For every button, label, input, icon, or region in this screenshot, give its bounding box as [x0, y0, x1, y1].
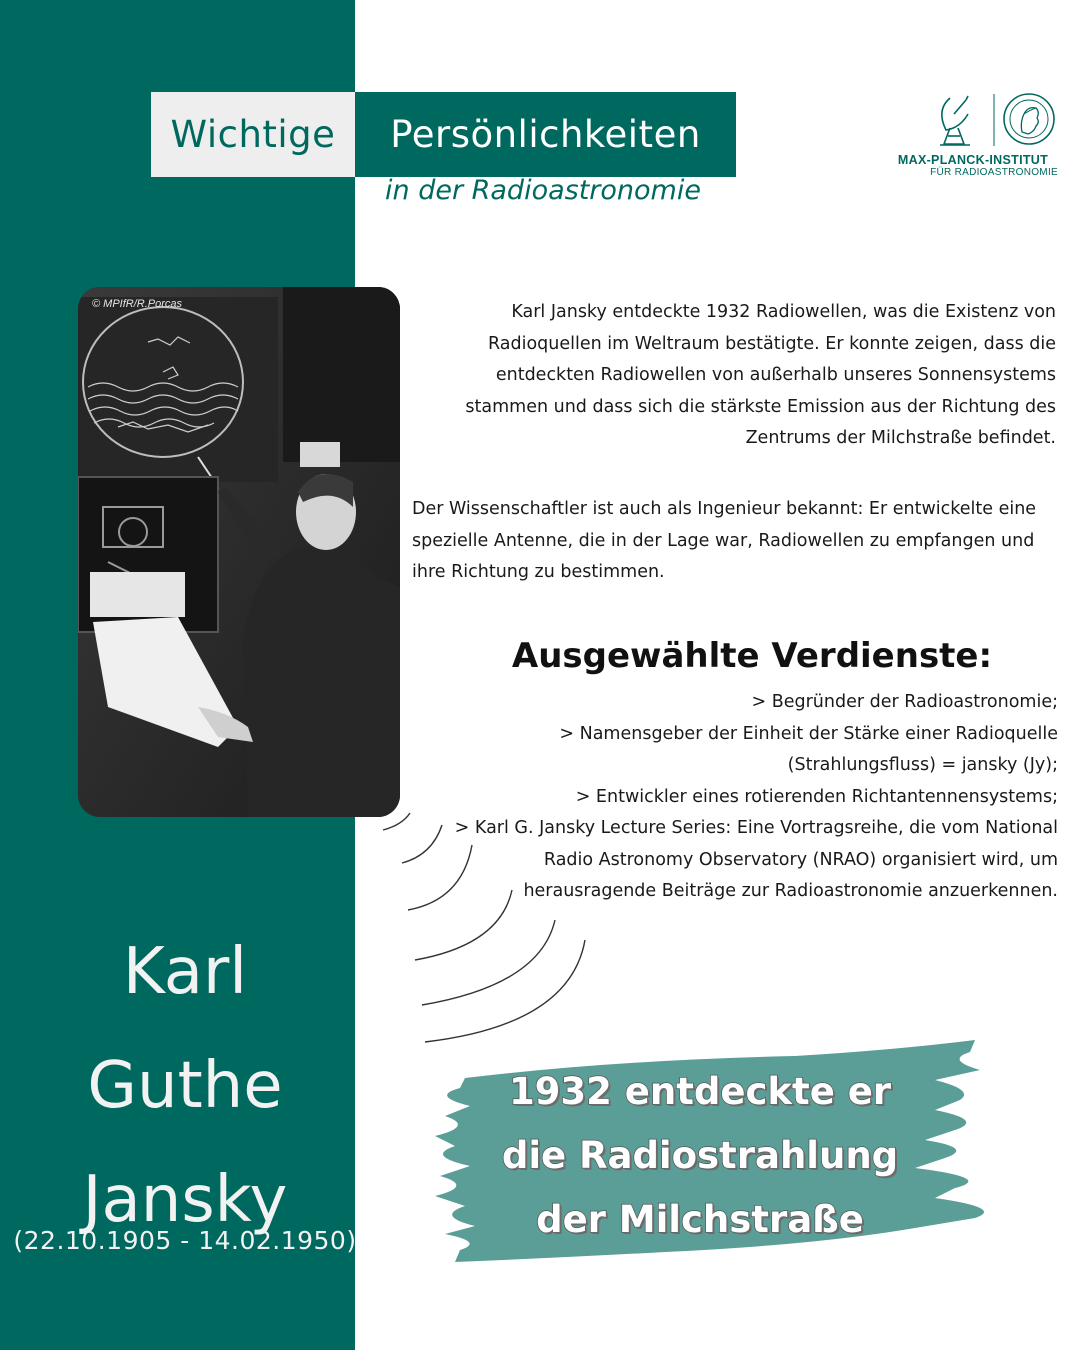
photo-illustration [78, 287, 400, 817]
bio-paragraph-2: Der Wissenschaftler ist auch als Ingenieur bekannt: Er entwickelte eine spezielle Antenne, die in der Lage war, Radiowellen zu empfangen und ihre Richtung zu bestimmen. [412, 499, 1037, 582]
radio-waves-decoration [380, 805, 610, 1055]
list-item: > Entwickler eines rotierenden Richtantennensystems; [575, 786, 1058, 807]
historical-photo [78, 287, 400, 817]
list-item: > Karl G. Jansky Lecture Series: Eine Vortragsreihe, die vom National Radio Astronomy Observatory (NRAO) organisiert wird, um herausragende Beiträge zur Radioastronomie anzuerkennen. [454, 818, 1058, 901]
title-box-dark [355, 92, 736, 177]
photo-credit: © MPIfR/R.Porcas [92, 298, 183, 310]
title-word-2: Persönlichkeiten [390, 113, 701, 156]
page-subtitle: in der Radioastronomie [385, 175, 701, 206]
mpifr-logo [888, 90, 1058, 185]
person-last-name: Jansky [82, 1163, 288, 1237]
logo-institute-subname: FÜR RADIOASTRONOMIE [930, 167, 1058, 178]
person-name [0, 915, 370, 1257]
person-life-dates: (22.10.1905 - 14.02.1950) [13, 1226, 357, 1255]
title-box-light [151, 92, 355, 177]
callout-line-1: 1932 entdeckte er [508, 1070, 892, 1113]
list-item: > Begründer der Radioastronomie; [751, 692, 1058, 712]
callout-line-3: der Milchstraße [536, 1198, 864, 1241]
bio-paragraph-1: Karl Jansky entdeckte 1932 Radiowellen, was die Existenz von Radioquellen im Weltraum bestätigte. Er konnte zeigen, dass die entdeckten Radiowellen von außerhalb unseres Sonnensystems stammen und dass sich die stärkste Emission aus der Richtung des Zentrums der Milchstraße befindet. [465, 302, 1056, 448]
person-middle-name: Guthe [87, 1049, 283, 1123]
list-item: > Namensgeber der Einheit der Stärke einer Radioquelle (Strahlungsfluss) = jansky (Jy); [559, 723, 1058, 775]
minerva-seal-icon [1002, 92, 1056, 146]
logo-institute-name: MAX-PLANCK-INSTITUT [897, 153, 1049, 167]
callout-line-2: die Radiostrahlung [501, 1134, 899, 1177]
person-first-name: Karl [122, 935, 248, 1009]
merits-heading: Ausgewählte Verdienste: [511, 636, 993, 676]
title-word-1: Wichtige [170, 113, 336, 156]
callout-text [440, 1060, 960, 1252]
